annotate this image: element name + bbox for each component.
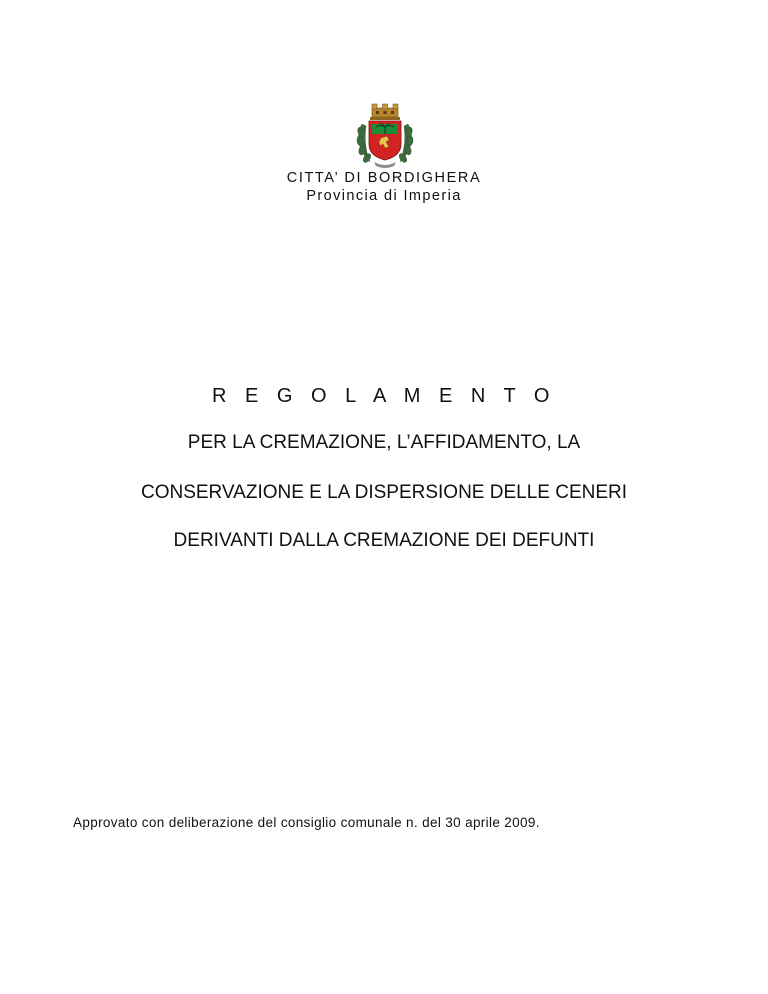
document-subtitle-line: CONSERVAZIONE E LA DISPERSIONE DELLE CENERI: [140, 482, 628, 503]
document-subtitle-line: DERIVANTI DALLA CREMAZIONE DEI DEFUNTI: [173, 530, 595, 551]
province-name: Provincia di Imperia: [306, 188, 462, 204]
bordighera-coat-of-arms-icon: [352, 100, 418, 170]
approval-note: Approvato con deliberazione del consiglio comunale n. del 30 aprile 2009.: [73, 815, 540, 830]
document-subtitle-line: PER LA CREMAZIONE, L’AFFIDAMENTO, LA: [187, 432, 581, 453]
document-title: R E G O L A M E N T O: [212, 385, 556, 407]
city-name: CITTA’ DI BORDIGHERA: [286, 170, 482, 186]
